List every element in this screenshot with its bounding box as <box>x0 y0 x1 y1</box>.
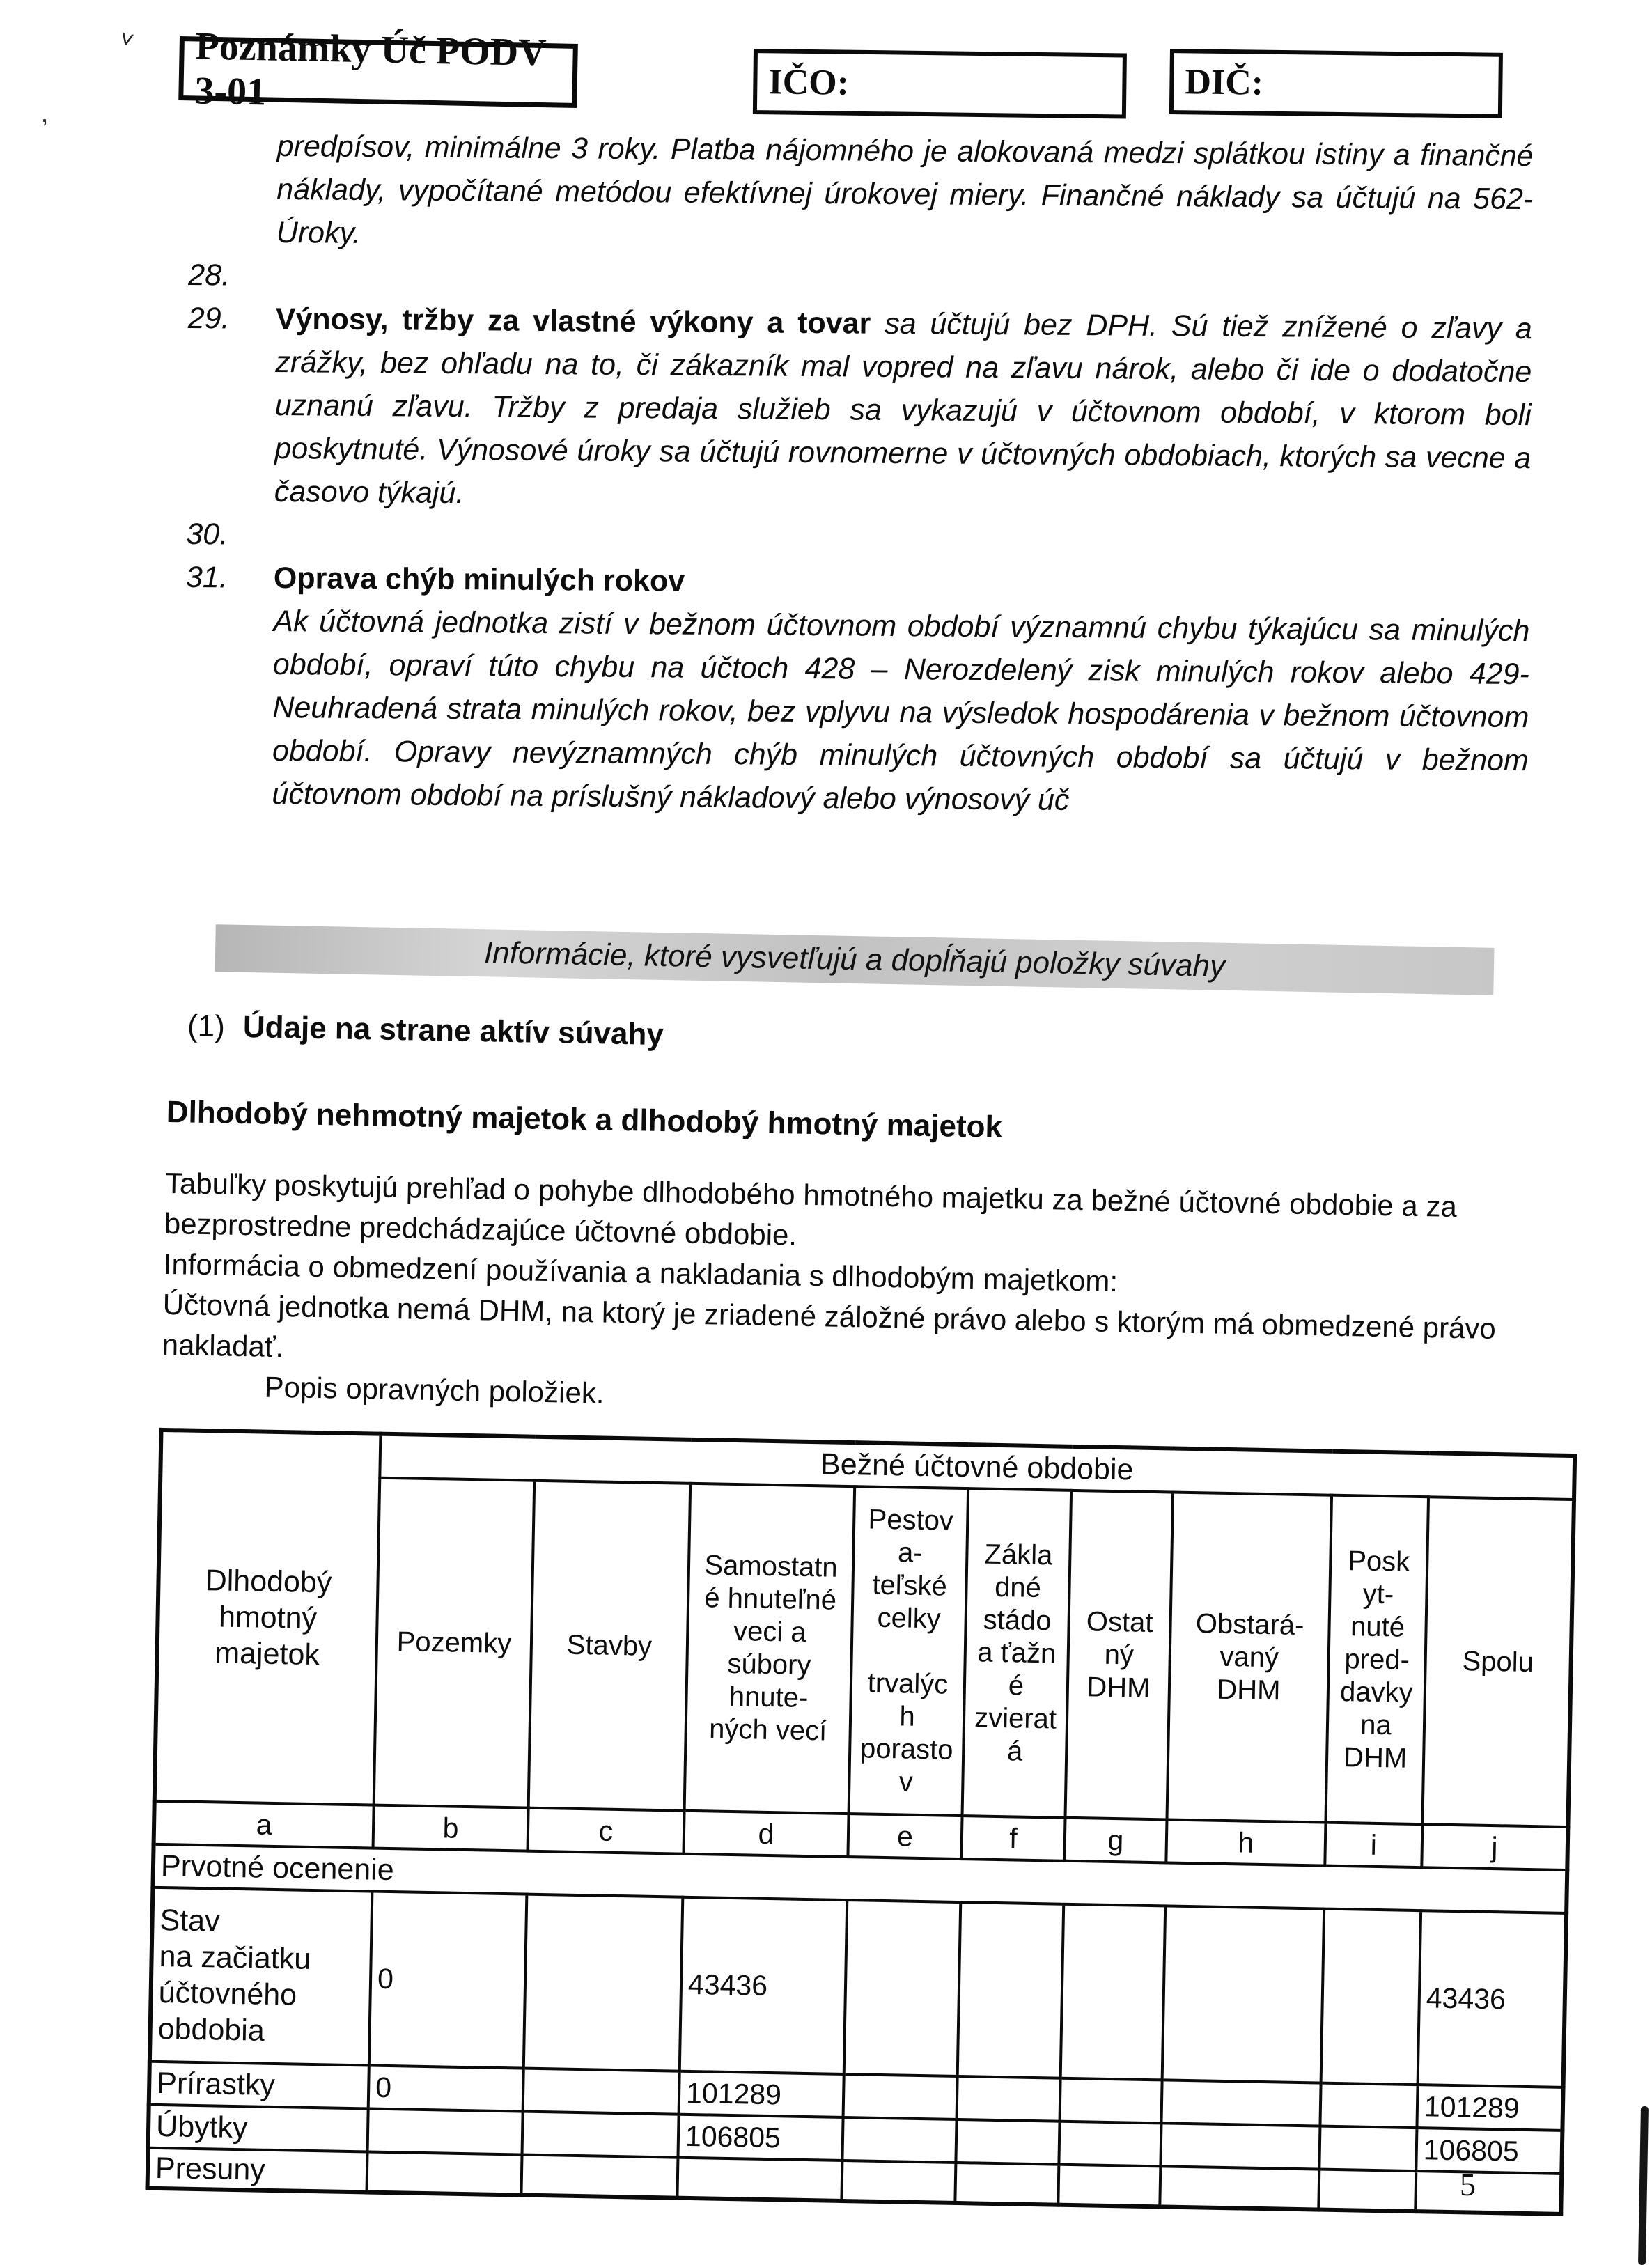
period-header-cell: Bežné účtovné obdobie <box>380 1434 1575 1500</box>
note-number: 28. <box>188 258 231 293</box>
value-cell <box>1320 2083 1417 2128</box>
subsection-title: Údaje na strane aktív súvahy <box>242 1009 664 1052</box>
dhm-heading: Dlhodobý nehmotný majetok a dlhodobý hmotný majetok <box>166 1094 1003 1144</box>
value-cell <box>844 1900 961 2076</box>
corner-header-cell: Dlhodobý hmotný majetok <box>155 1430 381 1805</box>
form-title: Poznámky Úč PODV 3-01 <box>194 24 547 114</box>
value-cell <box>1318 2170 1416 2212</box>
section-bar <box>215 924 1495 995</box>
value-cell: 43436 <box>680 1897 848 2074</box>
section-bar-title: Informácie, ktoré vysvetľujú a dopĺňajú položky súvahy <box>483 935 1226 983</box>
row-label-cell: Prírastky <box>149 2062 369 2109</box>
value-cell <box>1160 2123 1320 2169</box>
value-cell <box>366 2151 522 2195</box>
value-cell: 101289 <box>679 2071 844 2117</box>
letter-cell: j <box>1421 1824 1568 1870</box>
value-cell: 0 <box>368 2066 524 2112</box>
value-cell <box>1059 2122 1161 2167</box>
column-header-cell: Spolu <box>1422 1497 1574 1827</box>
letter-cell: g <box>1064 1818 1167 1863</box>
value-cell <box>1162 1906 1325 2083</box>
note-number: 29. <box>187 301 230 336</box>
letter-cell: c <box>528 1808 685 1854</box>
form-title-box <box>178 24 578 114</box>
value-cell <box>1061 1904 1166 2080</box>
scan-edge-shadow <box>1638 2106 1649 2265</box>
note-31-heading: Oprava chýb minulých rokov <box>273 561 685 598</box>
value-cell: 106805 <box>1416 2128 1562 2174</box>
note-item-29 <box>187 297 1532 523</box>
column-header-cell: Samostatn é hnuteľné veci a súbory hnute- ných vecí <box>685 1484 855 1814</box>
table-row <box>150 1887 1566 2087</box>
letter-cell: e <box>848 1814 962 1859</box>
letter-cell: b <box>373 1805 529 1851</box>
value-cell <box>957 2076 1061 2122</box>
note-number: 30. <box>186 517 228 552</box>
balance-info-section <box>146 917 1590 2216</box>
letter-cell: f <box>961 1816 1065 1861</box>
dic-label: DIČ: <box>1185 61 1264 103</box>
subsection-heading <box>187 1006 1589 1072</box>
note-continuation-paragraph: predpísov, minimálne 3 roky. Platba nájomného je alokovaná medzi splátkou istiny a finančné náklady, vypočítané metódou efektívnej úrokovej miery. Finančné náklady sa účtujú na 562- Úroky. <box>276 129 1534 250</box>
row-label-cell: Úbytky <box>148 2105 368 2152</box>
value-cell <box>523 2069 680 2115</box>
value-cell <box>841 2161 956 2203</box>
column-header-cell: Ostat ný DHM <box>1066 1490 1174 1820</box>
column-header-cell: Posk yt- nuté pred- davky na DHM <box>1325 1495 1428 1824</box>
dic-field-box <box>1169 49 1503 118</box>
column-header-cell: Zákla dné stádo a ťažn é zvierat á <box>963 1488 1072 1818</box>
value-cell <box>956 2119 1059 2165</box>
value-cell <box>955 2163 1059 2205</box>
paragraph-provisions: Popis opravných položiek. <box>264 1370 605 1410</box>
ico-field-box <box>753 49 1127 119</box>
value-cell <box>368 2109 523 2155</box>
value-cell <box>1161 2080 1320 2126</box>
letter-cell: i <box>1325 1823 1422 1868</box>
value-cell <box>1319 2126 1417 2172</box>
section-row-label: Prvotné ocenenie <box>153 1844 1567 1913</box>
note-number: 31. <box>185 560 228 595</box>
row-label-cell: Stav na začiatku účtovného obdobia <box>150 1887 373 2066</box>
notes-section <box>184 124 1534 825</box>
paragraph-no-pledge: Účtovná jednotka nemá DHM, na ktorý je zriadené záložné právo alebo s ktorým má obmedzené právo nakladať. <box>162 1287 1497 1364</box>
letter-cell: a <box>154 1801 374 1848</box>
column-header-cell: Obstará- vaný DHM <box>1167 1493 1332 1823</box>
value-cell <box>524 1894 683 2071</box>
note-29-bold-lead: Výnosy, tržby za vlastné výkony a tovar <box>275 302 871 341</box>
note-item-31 <box>184 556 1530 825</box>
note-text <box>272 556 1530 825</box>
value-cell <box>1058 2165 1160 2207</box>
value-cell <box>842 2117 956 2163</box>
paragraph-restriction-info: Informácia o obmedzení používania a nakladania s dlhodobým majetkom: <box>163 1247 1119 1298</box>
scan-artifact-mark: ˅ <box>117 25 137 54</box>
column-header-cell: Pozemky <box>374 1478 535 1808</box>
value-cell <box>677 2158 842 2201</box>
note-31-body: Ak účtovná jednotka zistí v bežnom účtovnom období významnú chybu týkajúcu sa minulých období, opraví túto chybu na účtoch 428 – Nerozdelený zisk minulých rokov alebo 429- Neuhradená strata minulých rokov, bez vplyvu na výsledok hospodárenia v bežnom účtovnom období. Opravy nevýznamných chýb minulých účtovných období sa účtujú v bežnom účtovnom období na príslušný nákladový alebo výnosový úč <box>272 604 1530 817</box>
value-cell <box>1415 2171 1561 2214</box>
value-cell <box>522 2112 679 2158</box>
fixed-assets-table <box>145 1428 1577 2216</box>
page-number: 5 <box>1460 2167 1476 2202</box>
column-header-cell: Stavby <box>529 1481 691 1811</box>
note-text <box>274 297 1532 523</box>
letter-cell: d <box>683 1811 848 1857</box>
column-header-cell: Pestov a- teľské celky trvalýc h porasto v <box>849 1486 969 1816</box>
value-cell <box>1321 1909 1421 2085</box>
value-cell <box>958 1902 1064 2078</box>
value-cell <box>1060 2078 1162 2124</box>
value-cell: 43436 <box>1418 1910 1567 2087</box>
value-cell <box>521 2155 678 2198</box>
subsection-index: (1) <box>187 1009 226 1044</box>
row-label-cell: Presuny <box>148 2148 368 2193</box>
value-cell: 0 <box>369 1892 527 2069</box>
value-cell: 101289 <box>1417 2085 1563 2131</box>
ico-label: IČO: <box>768 61 850 103</box>
value-cell <box>843 2074 958 2119</box>
letter-cell: h <box>1166 1819 1325 1865</box>
value-cell <box>1160 2166 1319 2209</box>
scan-artifact-mark: ‚ <box>38 97 49 129</box>
note-29-body: sa účtujú bez DPH. Sú tiež znížené o zľavy a zrážky, bez ohľadu na to, či zákazník mal vopred na zľavu nárok, alebo či ide o dodatočne uznanú zľavu. Tržby z predaja služieb sa vykazujú v účtovnom období, v ktorom boli poskytnuté. Výnosové úroky sa účtujú rovnomerne v účtovných obdobiach, ktorých sa vecne a časovo týkajú. <box>274 306 1532 511</box>
paragraph-tables-overview: Tabuľky poskytujú prehľad o pohybe dlhodobého hmotného majetku za bežné účtovné obdobie a za bezprostredne predchádzajúce účtovné obdobie. <box>164 1166 1458 1252</box>
value-cell: 106805 <box>678 2115 843 2161</box>
